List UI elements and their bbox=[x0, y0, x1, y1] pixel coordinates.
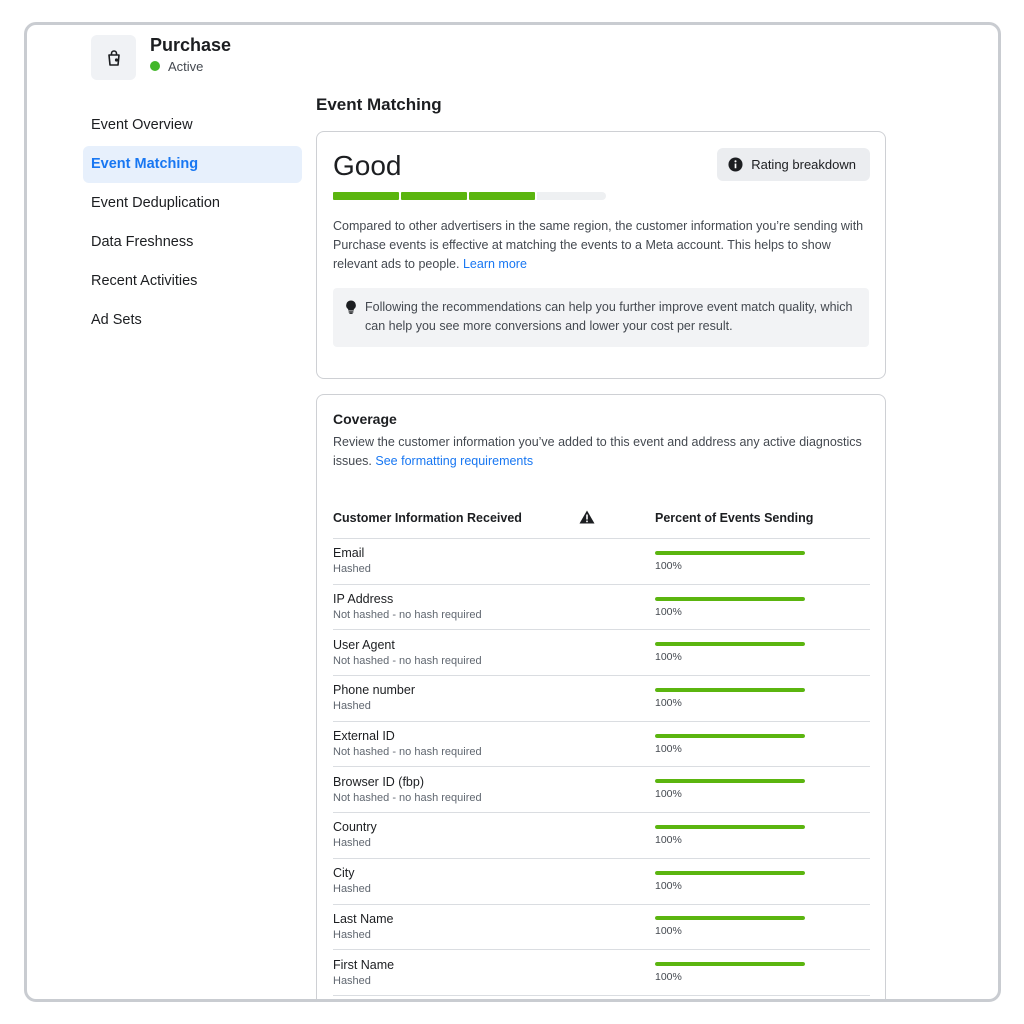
field-cell bbox=[333, 683, 655, 713]
info-icon bbox=[728, 157, 743, 172]
percent-value: 100% bbox=[655, 788, 682, 801]
table-row bbox=[333, 585, 870, 631]
sidebar-item-recent-activities[interactable]: Recent Activities bbox=[91, 273, 198, 289]
field-hash-status: Not hashed - no hash required bbox=[333, 654, 482, 667]
table-row bbox=[333, 722, 870, 768]
page-title: Event Matching bbox=[316, 95, 442, 114]
percent-value: 100% bbox=[655, 605, 682, 618]
table-header bbox=[333, 497, 870, 539]
field-hash-status: Hashed bbox=[333, 928, 371, 941]
coverage-card bbox=[316, 394, 886, 1002]
percent-bar-fill bbox=[655, 642, 805, 646]
field-name: Last Name bbox=[333, 911, 394, 926]
percent-bar bbox=[655, 688, 805, 692]
field-hash-status: Not hashed - no hash required bbox=[333, 791, 482, 804]
event-header bbox=[91, 35, 231, 80]
field-cell bbox=[333, 958, 655, 988]
column-header-info: Customer Information Received bbox=[333, 510, 522, 525]
tip-text: Following the recommendations can help you further improve event match quality, which can help you see more conversions and lower your cost per result. bbox=[365, 300, 853, 333]
percent-cell bbox=[655, 597, 805, 618]
coverage-title: Coverage bbox=[333, 411, 397, 427]
percent-cell bbox=[655, 551, 805, 572]
sidebar-item-event-matching[interactable]: Event Matching bbox=[83, 146, 302, 183]
status-text: Active bbox=[168, 58, 204, 74]
sidebar-item-event-deduplication[interactable]: Event Deduplication bbox=[91, 195, 220, 211]
percent-bar bbox=[655, 825, 805, 829]
field-cell bbox=[333, 775, 655, 805]
field-cell bbox=[333, 592, 655, 622]
field-hash-status: Hashed bbox=[333, 837, 371, 850]
percent-cell bbox=[655, 871, 805, 892]
field-name: User Agent bbox=[333, 637, 395, 652]
rating-label: Good bbox=[333, 150, 402, 181]
percent-bar bbox=[655, 962, 805, 966]
percent-value: 100% bbox=[655, 696, 682, 709]
column-header-percent: Percent of Events Sending bbox=[655, 510, 814, 525]
rating-description-text: Compared to other advertisers in the same region, the customer information you’re sending with Purchase events is effective at matching the events to a Meta account. This helps to show relevant ads to people. bbox=[333, 219, 864, 271]
rating-breakdown-button[interactable] bbox=[717, 148, 870, 181]
field-cell bbox=[333, 912, 655, 942]
field-name: External ID bbox=[333, 729, 395, 744]
rating-meter bbox=[333, 192, 606, 200]
sidebar-nav bbox=[83, 107, 302, 341]
percent-value: 100% bbox=[655, 651, 682, 664]
table-row bbox=[333, 539, 870, 585]
field-hash-status: Hashed bbox=[333, 700, 371, 713]
table-row bbox=[333, 859, 870, 905]
percent-bar bbox=[655, 734, 805, 738]
rating-segment bbox=[333, 192, 399, 200]
percent-value: 100% bbox=[655, 925, 682, 938]
field-name: IP Address bbox=[333, 592, 394, 607]
rating-description bbox=[333, 217, 869, 274]
percent-bar-fill bbox=[655, 871, 805, 875]
field-cell bbox=[333, 866, 655, 896]
percent-value: 100% bbox=[655, 879, 682, 892]
event-title: Purchase bbox=[150, 34, 232, 55]
field-hash-status: Not hashed - no hash required bbox=[333, 746, 482, 759]
rating-segment bbox=[537, 192, 606, 200]
percent-cell bbox=[655, 779, 805, 800]
percent-bar-fill bbox=[655, 825, 805, 829]
percent-cell bbox=[655, 734, 805, 755]
percent-bar-fill bbox=[655, 962, 805, 966]
coverage-table bbox=[333, 497, 870, 996]
window-frame bbox=[24, 22, 1001, 1002]
percent-bar-fill bbox=[655, 688, 805, 692]
recommendation-tip bbox=[333, 288, 869, 347]
field-name: Phone number bbox=[333, 683, 416, 698]
percent-value: 100% bbox=[655, 971, 682, 984]
formatting-requirements-link[interactable]: See formatting requirements bbox=[375, 454, 534, 468]
warning-icon[interactable] bbox=[579, 510, 595, 524]
field-name: City bbox=[333, 866, 355, 881]
percent-cell bbox=[655, 962, 805, 983]
percent-bar bbox=[655, 597, 805, 601]
status-dot bbox=[150, 61, 160, 71]
shopping-bag-icon bbox=[91, 35, 136, 80]
percent-bar-fill bbox=[655, 551, 805, 555]
table-row bbox=[333, 630, 870, 676]
field-cell bbox=[333, 729, 655, 759]
coverage-description-text: Review the customer information you’ve added to this event and address any active diagnostics issues. bbox=[333, 435, 862, 468]
table-row bbox=[333, 676, 870, 722]
field-hash-status: Hashed bbox=[333, 974, 371, 987]
field-cell bbox=[333, 546, 655, 576]
percent-bar-fill bbox=[655, 734, 805, 738]
percent-value: 100% bbox=[655, 833, 682, 846]
table-row bbox=[333, 905, 870, 951]
field-name: Country bbox=[333, 820, 377, 835]
field-name: First Name bbox=[333, 957, 395, 972]
field-cell bbox=[333, 638, 655, 668]
rating-breakdown-label: Rating breakdown bbox=[751, 157, 856, 172]
lightbulb-icon bbox=[345, 300, 357, 336]
percent-bar bbox=[655, 916, 805, 920]
field-cell bbox=[333, 820, 655, 850]
coverage-description bbox=[333, 433, 870, 471]
rating-card bbox=[316, 131, 886, 379]
rating-segment bbox=[469, 192, 535, 200]
table-row bbox=[333, 767, 870, 813]
field-hash-status: Hashed bbox=[333, 563, 371, 576]
field-name: Email bbox=[333, 546, 365, 561]
percent-bar bbox=[655, 642, 805, 646]
percent-bar-fill bbox=[655, 597, 805, 601]
learn-more-link[interactable]: Learn more bbox=[462, 257, 527, 271]
field-name: Browser ID (fbp) bbox=[333, 774, 424, 789]
sidebar-item-event-overview[interactable]: Event Overview bbox=[91, 117, 193, 133]
status-indicator bbox=[150, 59, 231, 74]
percent-cell bbox=[655, 688, 805, 709]
percent-bar bbox=[655, 779, 805, 783]
table-row bbox=[333, 813, 870, 859]
percent-cell bbox=[655, 642, 805, 663]
table-row bbox=[333, 950, 870, 996]
percent-cell bbox=[655, 916, 805, 937]
percent-value: 100% bbox=[655, 559, 682, 572]
percent-bar bbox=[655, 551, 805, 555]
percent-bar bbox=[655, 871, 805, 875]
percent-value: 100% bbox=[655, 742, 682, 755]
percent-bar-fill bbox=[655, 779, 805, 783]
main-content bbox=[316, 95, 886, 1002]
sidebar-item-data-freshness[interactable]: Data Freshness bbox=[91, 234, 194, 250]
percent-bar-fill bbox=[655, 916, 805, 920]
field-hash-status: Not hashed - no hash required bbox=[333, 609, 482, 622]
field-hash-status: Hashed bbox=[333, 883, 371, 896]
rating-segment bbox=[401, 192, 467, 200]
sidebar-item-ad-sets[interactable]: Ad Sets bbox=[91, 312, 142, 328]
percent-cell bbox=[655, 825, 805, 846]
